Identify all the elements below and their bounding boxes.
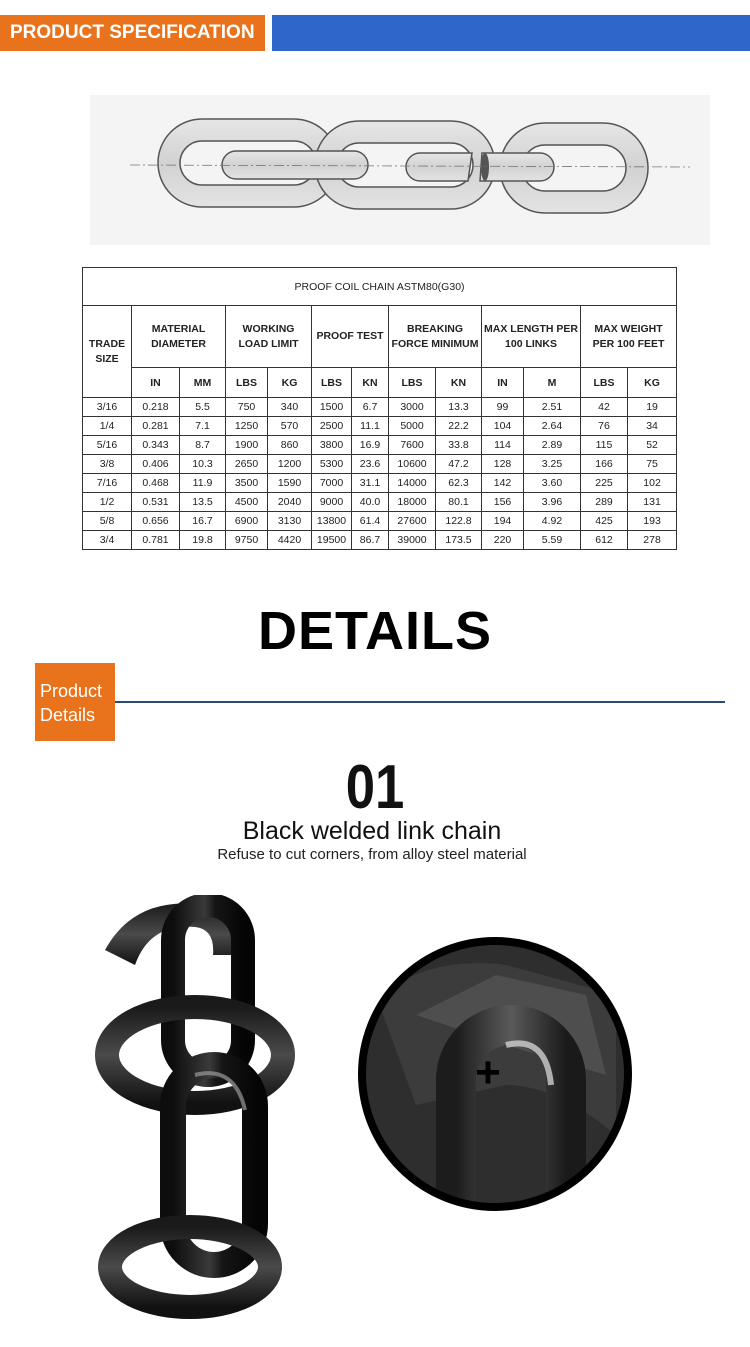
table-cell: 7/16 bbox=[83, 474, 132, 493]
table-cell: 115 bbox=[581, 436, 628, 455]
table-cell: 166 bbox=[581, 455, 628, 474]
table-cell: 31.1 bbox=[352, 474, 389, 493]
table-cell: 131 bbox=[628, 493, 677, 512]
table-cell: 76 bbox=[581, 417, 628, 436]
table-cell: 3000 bbox=[389, 398, 436, 417]
chain-link-diagram bbox=[90, 95, 710, 245]
header-material-diameter: MATERIAL DIAMETER bbox=[132, 306, 226, 368]
table-cell: 22.2 bbox=[436, 417, 482, 436]
table-cell: 1590 bbox=[268, 474, 312, 493]
table-row bbox=[83, 436, 677, 455]
section-header-product-specification: PRODUCT SPECIFICATION bbox=[0, 15, 265, 51]
table-cell: 122.8 bbox=[436, 512, 482, 531]
table-cell: 10600 bbox=[389, 455, 436, 474]
table-cell: 5300 bbox=[312, 455, 352, 474]
header-max-length: MAX LENGTH PER 100 LINKS bbox=[482, 306, 581, 368]
table-cell: 11.9 bbox=[180, 474, 226, 493]
unit-header: KG bbox=[268, 368, 312, 398]
table-cell: 860 bbox=[268, 436, 312, 455]
table-cell: 4420 bbox=[268, 531, 312, 550]
chain-link-cut bbox=[406, 153, 472, 181]
table-cell: 13800 bbox=[312, 512, 352, 531]
table-title: PROOF COIL CHAIN ASTM80(G30) bbox=[83, 268, 677, 306]
table-cell: 86.7 bbox=[352, 531, 389, 550]
table-cell: 62.3 bbox=[436, 474, 482, 493]
table-cell: 114 bbox=[482, 436, 524, 455]
table-row bbox=[83, 455, 677, 474]
table-cell: 23.6 bbox=[352, 455, 389, 474]
black-chain-photo bbox=[95, 895, 310, 1325]
table-cell: 2.64 bbox=[524, 417, 581, 436]
chain-link bbox=[222, 151, 368, 179]
table-cell: 102 bbox=[628, 474, 677, 493]
table-cell: 99 bbox=[482, 398, 524, 417]
table-cell: 42 bbox=[581, 398, 628, 417]
table-cell: 19500 bbox=[312, 531, 352, 550]
table-cell: 5000 bbox=[389, 417, 436, 436]
table-cell: 9750 bbox=[226, 531, 268, 550]
item-subtitle: Refuse to cut corners, from alloy steel material bbox=[217, 846, 527, 863]
table-cell: 19.8 bbox=[180, 531, 226, 550]
table-cell: 1200 bbox=[268, 455, 312, 474]
table-cell: 194 bbox=[482, 512, 524, 531]
table-cell: 0.281 bbox=[132, 417, 180, 436]
table-cell: 1/4 bbox=[83, 417, 132, 436]
table-cell: 5.5 bbox=[180, 398, 226, 417]
unit-header: IN bbox=[132, 368, 180, 398]
table-cell: 19 bbox=[628, 398, 677, 417]
specification-table bbox=[82, 267, 677, 550]
unit-header: LBS bbox=[581, 368, 628, 398]
table-cell: 173.5 bbox=[436, 531, 482, 550]
table-cell: 6.7 bbox=[352, 398, 389, 417]
table-cell: 11.1 bbox=[352, 417, 389, 436]
table-cell: 2500 bbox=[312, 417, 352, 436]
table-cell: 4.92 bbox=[524, 512, 581, 531]
item-title: Black welded link chain bbox=[242, 817, 502, 845]
table-cell: 52 bbox=[628, 436, 677, 455]
table-cell: 16.9 bbox=[352, 436, 389, 455]
table-cell: 220 bbox=[482, 531, 524, 550]
table-cell: 0.406 bbox=[132, 455, 180, 474]
header-max-weight: MAX WEIGHT PER 100 FEET bbox=[581, 306, 677, 368]
header-proof-test: PROOF TEST bbox=[312, 306, 389, 368]
table-cell: 16.7 bbox=[180, 512, 226, 531]
unit-header: KG bbox=[628, 368, 677, 398]
unit-header: KN bbox=[352, 368, 389, 398]
table-cell: 47.2 bbox=[436, 455, 482, 474]
table-cell: 5/16 bbox=[83, 436, 132, 455]
table-cell: 289 bbox=[581, 493, 628, 512]
table-cell: 34 bbox=[628, 417, 677, 436]
table-row bbox=[83, 531, 677, 550]
table-cell: 9000 bbox=[312, 493, 352, 512]
table-cell: 225 bbox=[581, 474, 628, 493]
table-cell: 128 bbox=[482, 455, 524, 474]
table-cell: 156 bbox=[482, 493, 524, 512]
table-cell: 7000 bbox=[312, 474, 352, 493]
table-cell: 2040 bbox=[268, 493, 312, 512]
table-cell: 425 bbox=[581, 512, 628, 531]
table-cell: 4500 bbox=[226, 493, 268, 512]
table-cell: 14000 bbox=[389, 474, 436, 493]
details-heading: DETAILS bbox=[258, 601, 492, 661]
header-blue-bar bbox=[272, 15, 750, 51]
table-cell: 33.8 bbox=[436, 436, 482, 455]
unit-header: MM bbox=[180, 368, 226, 398]
header-breaking-force: BREAKING FORCE MINIMUM bbox=[389, 306, 482, 368]
table-cell: 1900 bbox=[226, 436, 268, 455]
table-cell: 0.781 bbox=[132, 531, 180, 550]
table-cell: 13.3 bbox=[436, 398, 482, 417]
table-cell: 2.51 bbox=[524, 398, 581, 417]
table-row bbox=[83, 474, 677, 493]
table-cell: 278 bbox=[628, 531, 677, 550]
unit-header: M bbox=[524, 368, 581, 398]
table-cell: 570 bbox=[268, 417, 312, 436]
table-cell: 3800 bbox=[312, 436, 352, 455]
table-cell: 13.5 bbox=[180, 493, 226, 512]
unit-header: LBS bbox=[389, 368, 436, 398]
table-cell: 3/16 bbox=[83, 398, 132, 417]
table-cell: 27600 bbox=[389, 512, 436, 531]
table-cell: 0.468 bbox=[132, 474, 180, 493]
product-details-tag bbox=[35, 663, 115, 741]
unit-header: LBS bbox=[226, 368, 268, 398]
table-cell: 0.656 bbox=[132, 512, 180, 531]
table-cell: 3.60 bbox=[524, 474, 581, 493]
table-row bbox=[83, 417, 677, 436]
unit-header: IN bbox=[482, 368, 524, 398]
table-cell: 3/8 bbox=[83, 455, 132, 474]
zoom-plus-icon: + bbox=[475, 1048, 501, 1097]
table-cell: 0.531 bbox=[132, 493, 180, 512]
table-cell: 6900 bbox=[226, 512, 268, 531]
table-cell: 75 bbox=[628, 455, 677, 474]
table-cell: 7.1 bbox=[180, 417, 226, 436]
table-row bbox=[83, 512, 677, 531]
table-cell: 8.7 bbox=[180, 436, 226, 455]
table-cell: 2650 bbox=[226, 455, 268, 474]
table-cell: 3/4 bbox=[83, 531, 132, 550]
table-cell: 750 bbox=[226, 398, 268, 417]
table-cell: 3.25 bbox=[524, 455, 581, 474]
zoomed-chain-photo bbox=[356, 935, 634, 1213]
table-cell: 7600 bbox=[389, 436, 436, 455]
table-row bbox=[83, 398, 677, 417]
table-cell: 5/8 bbox=[83, 512, 132, 531]
table-cell: 142 bbox=[482, 474, 524, 493]
unit-header: LBS bbox=[312, 368, 352, 398]
table-cell: 3.96 bbox=[524, 493, 581, 512]
table-cell: 2.89 bbox=[524, 436, 581, 455]
table-cell: 1500 bbox=[312, 398, 352, 417]
table-cell: 5.59 bbox=[524, 531, 581, 550]
table-cell: 1250 bbox=[226, 417, 268, 436]
table-cell: 3500 bbox=[226, 474, 268, 493]
header-trade-size: TRADE SIZE bbox=[83, 306, 132, 398]
table-cell: 10.3 bbox=[180, 455, 226, 474]
table-cell: 612 bbox=[581, 531, 628, 550]
table-row bbox=[83, 493, 677, 512]
table-cell: 0.218 bbox=[132, 398, 180, 417]
table-cell: 193 bbox=[628, 512, 677, 531]
item-number: 01 bbox=[345, 753, 405, 822]
table-cell: 0.343 bbox=[132, 436, 180, 455]
table-cell: 61.4 bbox=[352, 512, 389, 531]
table-cell: 39000 bbox=[389, 531, 436, 550]
header-working-load-limit: WORKING LOAD LIMIT bbox=[226, 306, 312, 368]
table-cell: 340 bbox=[268, 398, 312, 417]
table-cell: 18000 bbox=[389, 493, 436, 512]
unit-header: KN bbox=[436, 368, 482, 398]
table-cell: 80.1 bbox=[436, 493, 482, 512]
table-cell: 3130 bbox=[268, 512, 312, 531]
table-cell: 1/2 bbox=[83, 493, 132, 512]
product-details-tag-line2: Details bbox=[40, 705, 96, 725]
product-details-tag-line1: Product bbox=[40, 681, 103, 701]
divider-line bbox=[115, 701, 725, 703]
table-cell: 40.0 bbox=[352, 493, 389, 512]
table-cell: 104 bbox=[482, 417, 524, 436]
